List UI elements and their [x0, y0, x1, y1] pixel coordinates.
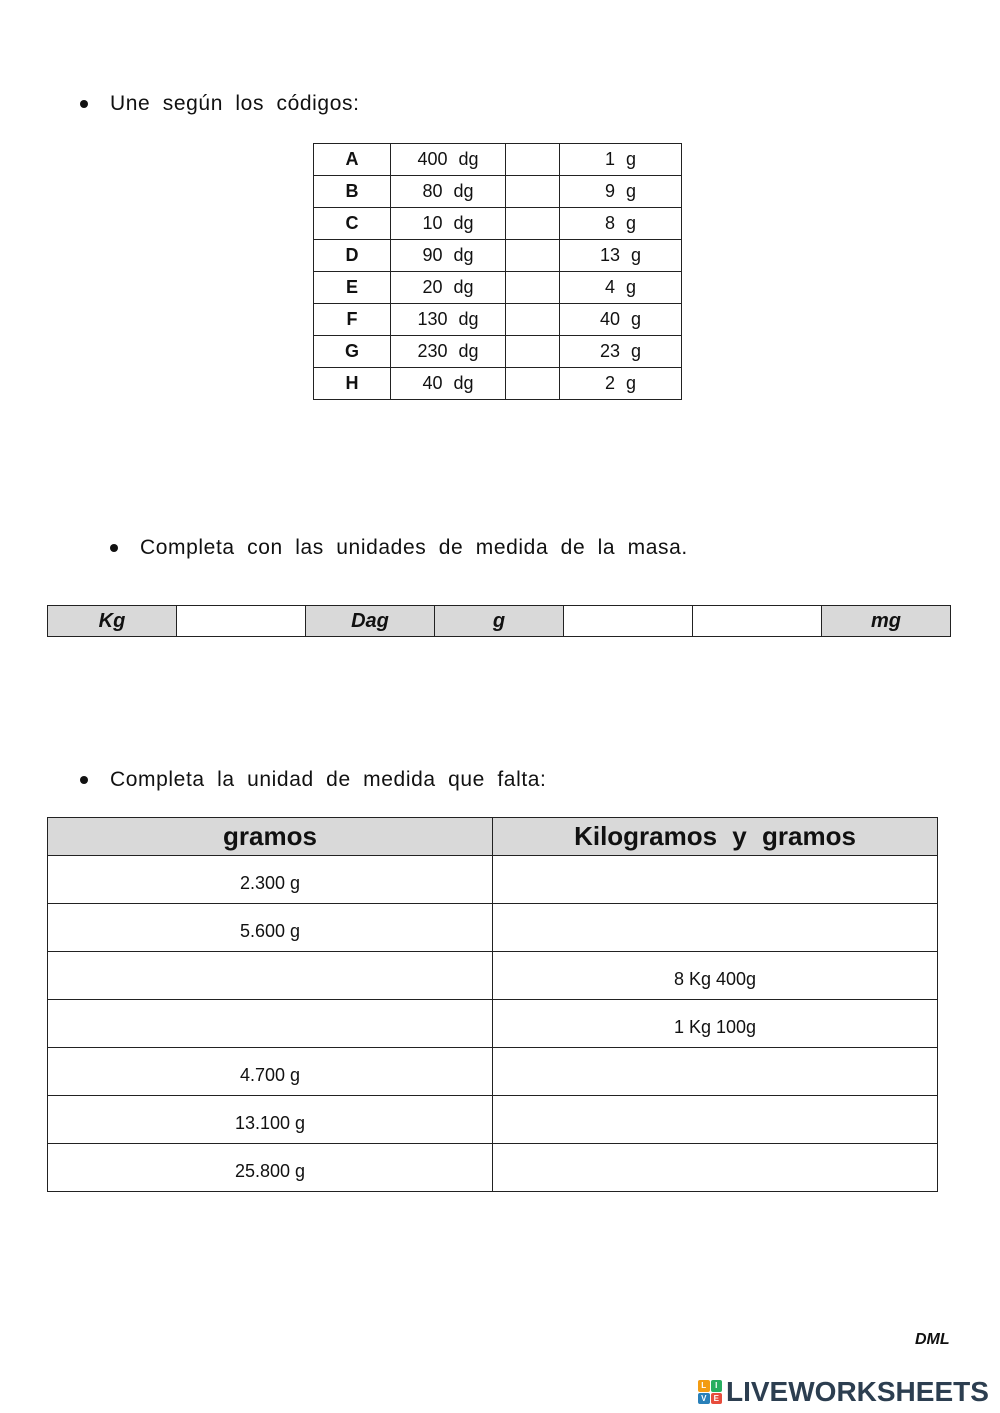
bullet-icon	[110, 544, 118, 552]
brand-logo-tile: E	[711, 1393, 723, 1405]
match-row	[314, 272, 682, 304]
match-dg-value: 400 dg	[391, 144, 506, 176]
gramos-cell-text: 4.700 g	[239, 1065, 301, 1085]
match-code: D	[314, 240, 391, 272]
header-gramos: gramos	[48, 818, 493, 856]
conversion-row	[48, 904, 938, 952]
match-table	[313, 143, 682, 400]
gramos-cell-text: 13.100 g	[234, 1113, 306, 1133]
unit-cell: mg	[822, 606, 951, 637]
bullet-icon	[80, 100, 88, 108]
kilogramos-gramos-cell	[493, 952, 938, 1000]
kilogramos-gramos-cell[interactable]	[493, 1144, 938, 1192]
gramos-cell[interactable]	[48, 952, 493, 1000]
conversion-row	[48, 856, 938, 904]
kilogramos-gramos-cell-text: 1 Kg 100g	[673, 1017, 757, 1037]
match-dg-value: 80 dg	[391, 176, 506, 208]
match-answer-cell[interactable]	[506, 208, 560, 240]
match-g-value: 1 g	[560, 144, 682, 176]
instruction-convert	[80, 768, 547, 792]
kilogramos-gramos-cell[interactable]	[493, 904, 938, 952]
match-dg-value: 130 dg	[391, 304, 506, 336]
match-dg-value: 10 dg	[391, 208, 506, 240]
match-g-value: 8 g	[560, 208, 682, 240]
brand-watermark[interactable]	[698, 1376, 989, 1408]
gramos-cell-text: 25.800 g	[234, 1161, 306, 1181]
bullet-icon	[80, 776, 88, 784]
kilogramos-gramos-cell	[493, 1000, 938, 1048]
match-g-value: 4 g	[560, 272, 682, 304]
match-dg-value: 40 dg	[391, 368, 506, 400]
brand-logo-icon	[698, 1380, 722, 1404]
match-row	[314, 304, 682, 336]
unit-cell: g	[435, 606, 564, 637]
instruction-match-text: Une según los códigos:	[110, 92, 360, 115]
conversion-row	[48, 1000, 938, 1048]
match-answer-cell[interactable]	[506, 368, 560, 400]
conversion-row	[48, 952, 938, 1000]
kilogramos-gramos-cell[interactable]	[493, 856, 938, 904]
match-code: B	[314, 176, 391, 208]
match-dg-value: 230 dg	[391, 336, 506, 368]
match-g-value: 13 g	[560, 240, 682, 272]
kilogramos-gramos-cell-text: 8 Kg 400g	[673, 969, 757, 989]
match-code: C	[314, 208, 391, 240]
match-answer-cell[interactable]	[506, 144, 560, 176]
match-dg-value: 90 dg	[391, 240, 506, 272]
gramos-cell	[48, 1048, 493, 1096]
match-g-value: 9 g	[560, 176, 682, 208]
author-signature: DML	[915, 1331, 950, 1348]
instruction-units	[110, 536, 688, 560]
match-row	[314, 240, 682, 272]
unit-cell: Kg	[48, 606, 177, 637]
brand-logo-tile: L	[698, 1380, 710, 1392]
unit-blank-cell[interactable]	[693, 606, 822, 637]
units-table	[47, 605, 951, 637]
match-code: F	[314, 304, 391, 336]
gramos-cell[interactable]	[48, 1000, 493, 1048]
match-row	[314, 336, 682, 368]
unit-blank-cell[interactable]	[564, 606, 693, 637]
match-code: H	[314, 368, 391, 400]
match-code: A	[314, 144, 391, 176]
brand-name: LIVEWORKSHEETS	[726, 1376, 989, 1407]
gramos-cell	[48, 904, 493, 952]
match-dg-value: 20 dg	[391, 272, 506, 304]
match-answer-cell[interactable]	[506, 240, 560, 272]
unit-blank-cell[interactable]	[177, 606, 306, 637]
kilogramos-gramos-cell[interactable]	[493, 1096, 938, 1144]
match-row	[314, 368, 682, 400]
match-code: G	[314, 336, 391, 368]
instruction-convert-text: Completa la unidad de medida que falta:	[110, 768, 547, 791]
match-row	[314, 176, 682, 208]
match-answer-cell[interactable]	[506, 336, 560, 368]
gramos-cell	[48, 856, 493, 904]
kilogramos-gramos-cell[interactable]	[493, 1048, 938, 1096]
match-code: E	[314, 272, 391, 304]
conversion-table	[47, 817, 938, 1192]
match-g-value: 23 g	[560, 336, 682, 368]
brand-logo-tile: I	[711, 1380, 723, 1392]
header-kilogramos-gramos: Kilogramos y gramos	[493, 818, 938, 856]
instruction-match	[80, 92, 360, 116]
match-answer-cell[interactable]	[506, 272, 560, 304]
conversion-row	[48, 1096, 938, 1144]
match-row	[314, 208, 682, 240]
match-row	[314, 144, 682, 176]
match-g-value: 40 g	[560, 304, 682, 336]
unit-cell: Dag	[306, 606, 435, 637]
gramos-cell	[48, 1144, 493, 1192]
instruction-units-text: Completa con las unidades de medida de la masa.	[140, 536, 688, 559]
conversion-row	[48, 1144, 938, 1192]
match-answer-cell[interactable]	[506, 176, 560, 208]
gramos-cell	[48, 1096, 493, 1144]
brand-logo-tile: V	[698, 1393, 710, 1405]
gramos-cell-text: 5.600 g	[239, 921, 301, 941]
match-answer-cell[interactable]	[506, 304, 560, 336]
conversion-row	[48, 1048, 938, 1096]
gramos-cell-text: 2.300 g	[239, 873, 301, 893]
match-g-value: 2 g	[560, 368, 682, 400]
